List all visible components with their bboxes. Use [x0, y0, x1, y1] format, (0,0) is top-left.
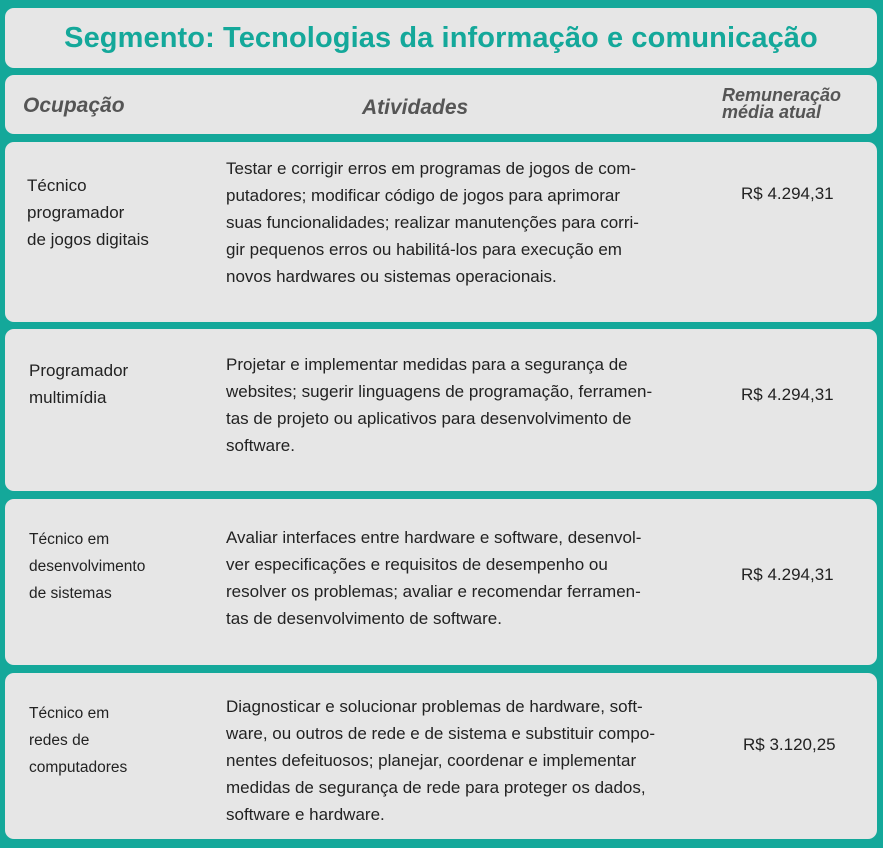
- pay-cell: R$ 4.294,31: [741, 184, 834, 203]
- header-activities: Atividades: [362, 96, 469, 119]
- pay-cell: R$ 4.294,31: [741, 385, 834, 404]
- occupation-cell: Programador multimídia: [29, 361, 129, 407]
- page-title: Segmento: Tecnologias da informação e comunicação: [64, 22, 818, 54]
- activities-cell: Diagnosticar e solucionar problemas de hardware, soft- ware, ou outros de rede e de sistema e substituir compo- nentes defeituosos; planejar, coordenar e implementar medidas de segurança de rede para proteger os dados, software e hardware.: [226, 697, 655, 824]
- table-row: [5, 329, 877, 491]
- occupation-cell: Técnico em desenvolvimento de sistemas: [29, 531, 146, 602]
- activities-cell: Avaliar interfaces entre hardware e software, desenvol- ver especificações e requisitos de desempenho ou resolver os problemas; avaliar e recomendar ferramen- tas de desenvolvimento de software.: [226, 528, 642, 628]
- table-row: [5, 499, 877, 665]
- table-header: [5, 75, 877, 134]
- activities-cell: Projetar e implementar medidas para a segurança de websites; sugerir linguagens de programação, ferramen- tas de projeto ou aplicativos para desenvolvimento de software.: [226, 355, 653, 455]
- pay-cell: R$ 4.294,31: [741, 565, 834, 584]
- pay-cell: R$ 3.120,25: [743, 735, 836, 754]
- occupation-cell: Técnico programador de jogos digitais: [27, 176, 149, 249]
- occupation-cell: Técnico em redes de computadores: [29, 705, 128, 776]
- header-occupation: Ocupação: [23, 94, 125, 117]
- activities-cell: Testar e corrigir erros em programas de jogos de com- putadores; modificar código de jogos para aprimorar suas funcionalidades; realizar manutenções para corri- gir pequenos erros ou habilitá-los para execução em novos hardwares ou sistemas operacionais.: [226, 159, 639, 286]
- header-pay: Remuneração média atual: [722, 85, 842, 122]
- table-row: [5, 142, 877, 322]
- title-panel: [5, 8, 877, 68]
- table-row: [5, 673, 877, 839]
